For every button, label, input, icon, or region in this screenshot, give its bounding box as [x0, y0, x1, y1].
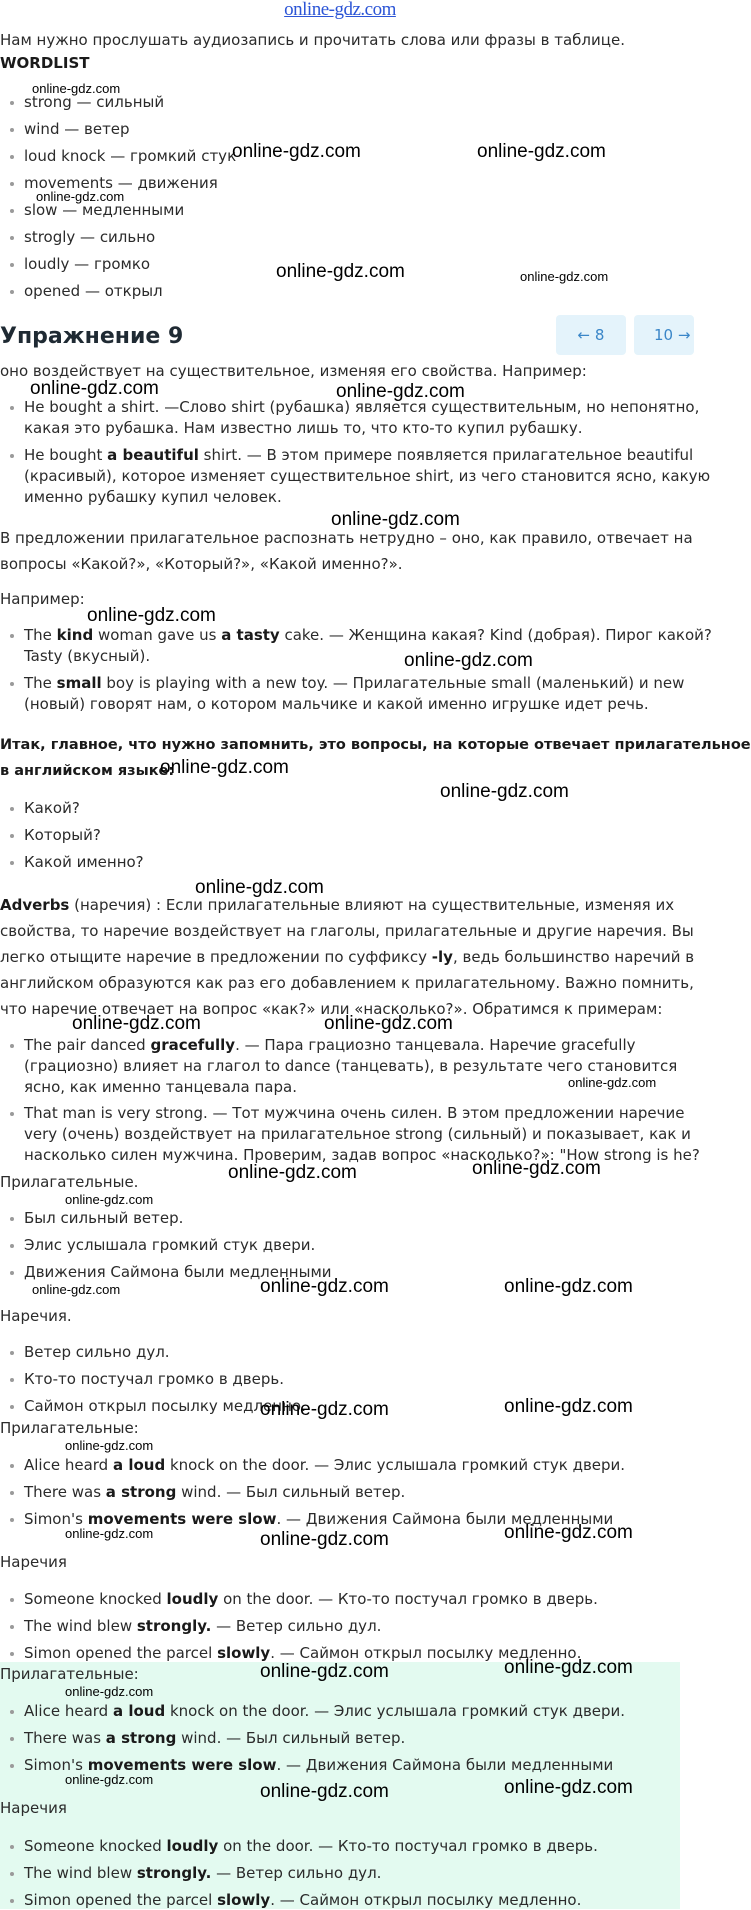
adj-label: Прилагательные: [0, 1665, 139, 1683]
list-item-cont: (грациозно) влияет на глагол to dance (танцевать), в результате чего становится [24, 1057, 678, 1075]
list-item: Какой? [24, 799, 80, 817]
watermark: online-gdz.com [65, 1192, 154, 1207]
watermark: online-gdz.com [32, 81, 121, 96]
watermark: online-gdz.com [276, 261, 405, 282]
prev-exercise-button[interactable] [556, 315, 626, 355]
summary-text: в английском языке: [0, 763, 175, 779]
list-item-cont: (новый) говорят нам, о котором мальчике и какой именно игрушке идет речь. [24, 695, 649, 713]
prev-exercise-label: 8 [594, 326, 605, 344]
watermark: online-gdz.com [228, 1162, 357, 1183]
list-item: Какой именно? [24, 853, 144, 871]
watermark: online-gdz.com [404, 650, 533, 671]
list-item: loudly — громко [24, 255, 151, 273]
paragraph: свойства, то наречие воздействует на глаголы, прилагательные и другие наречия. Вы [0, 922, 694, 940]
list-item: The wind blew strongly. — Ветер сильно дул. [24, 1864, 382, 1882]
watermark: online-gdz.com [477, 141, 606, 162]
watermark: online-gdz.com [324, 1013, 453, 1034]
paragraph: В предложении прилагательное распознать нетрудно – оно, как правило, отвечает на [0, 529, 693, 547]
watermark: online-gdz.com [65, 1772, 154, 1787]
list-item: Alice heard a loud knock on the door. — Элис услышала громкий стук двери. [24, 1702, 626, 1720]
list-item: The wind blew strongly. — Ветер сильно дул. [24, 1617, 382, 1635]
watermark: online-gdz.com [504, 1396, 633, 1417]
list-item: Simon's movements were slow. — Движения Саймона были медленными [24, 1510, 614, 1528]
list-item: That man is very strong. — Тот мужчина очень силен. В этом предложении наречие [24, 1104, 685, 1122]
list-item: movements — движения [24, 174, 218, 192]
adv-label: Наречия [0, 1799, 67, 1817]
watermark: online-gdz.com [195, 877, 324, 898]
summary-text: Итак, главное, что нужно запомнить, это вопросы, на которые отвечает прилагательное [0, 737, 751, 753]
list-item: Движения Саймона были медленными [24, 1263, 332, 1281]
list-item: The small boy is playing with a new toy. — Прилагательные small (маленький) и new [24, 674, 685, 692]
cut-text-line: оно воздействует на существительное, изменяя его свойства. Например: [0, 362, 587, 380]
list-item-cont: (красивый), которое изменяет существительное shirt, из чего становится ясно, какую [24, 467, 711, 485]
list-item-cont: именно рубашку купил человек. [24, 488, 282, 506]
watermark: online-gdz.com [30, 378, 159, 399]
watermark: online-gdz.com [160, 757, 289, 778]
list-item: loud knock — громкий стук [24, 147, 237, 165]
list-item: Элис услышала громкий стук двери. [24, 1236, 316, 1254]
paragraph: легко отыщите наречие в предложении по суффиксу -ly, ведь большинство наречий в [0, 948, 695, 966]
arrow-right-icon: → [677, 326, 691, 344]
list-item: Simon opened the parcel slowly. — Саймон открыл посылку медленно. [24, 1891, 582, 1909]
watermark: online-gdz.com [504, 1777, 633, 1798]
list-item: Someone knocked loudly on the door. — Кто-то постучал громко в дверь. [24, 1590, 598, 1608]
list-item: Simon's movements were slow. — Движения Саймона были медленными [24, 1756, 614, 1774]
paragraph: что наречие отвечает на вопрос «как?» или «насколько?». Обратимся к примерам: [0, 1000, 663, 1018]
list-item: He bought a shirt. —Слово shirt (рубашка) является существительным, но непонятно, [24, 398, 700, 416]
watermark: online-gdz.com [260, 1781, 389, 1802]
list-item: He bought a beautiful shirt. — В этом примере появляется прилагательное beautiful [24, 446, 694, 464]
watermark: online-gdz.com [504, 1657, 633, 1678]
exercise-title: Упражнение 9 [0, 324, 184, 349]
list-item: Alice heard a loud knock on the door. — Элис услышала громкий стук двери. [24, 1456, 626, 1474]
watermark: online-gdz.com [260, 1276, 389, 1297]
list-item-cont: Tasty (вкусный). [24, 647, 151, 665]
watermark: online-gdz.com [331, 509, 460, 530]
watermark: online-gdz.com [336, 381, 465, 402]
watermark: online-gdz.com [260, 1529, 389, 1550]
adv-label: Наречия. [0, 1307, 72, 1325]
list-item-cont: ясно, как именно танцевала пара. [24, 1078, 297, 1096]
paragraph: Adverbs (наречия) : Если прилагательные влияют на существительные, изменяя их [0, 896, 675, 914]
watermark: online-gdz.com [472, 1158, 601, 1179]
watermark: online-gdz.com [568, 1075, 657, 1090]
watermark: online-gdz.com [65, 1438, 154, 1453]
list-item: Ветер сильно дул. [24, 1343, 170, 1361]
list-item: strogly — сильно [24, 228, 156, 246]
paragraph: вопросы «Какой?», «Который?», «Какой именно?». [0, 555, 403, 573]
intro-text: Нам нужно прослушать аудиозапись и прочитать слова или фразы в таблице. [0, 31, 625, 49]
list-item: strong — сильный [24, 93, 165, 111]
next-exercise-button[interactable] [634, 315, 694, 355]
watermark: online-gdz.com [32, 1282, 121, 1297]
adj-label: Прилагательные. [0, 1172, 144, 1192]
watermark: online-gdz.com [260, 1661, 389, 1682]
list-item: Саймон открыл посылку медленно. [24, 1397, 306, 1415]
list-item: wind — ветер [24, 120, 130, 138]
watermark: online-gdz.com [440, 781, 569, 802]
list-item: There was a strong wind. — Был сильный ветер. [24, 1729, 406, 1747]
watermark: online-gdz.com [87, 605, 216, 626]
list-item: opened — открыл [24, 282, 163, 300]
watermark: online-gdz.com [504, 1522, 633, 1543]
list-item-cont: насколько силен мужчина. Проверим, задав вопрос «насколько?»: "How strong is he? [24, 1146, 700, 1164]
list-item: Someone knocked loudly on the door. — Кто-то постучал громко в дверь. [24, 1837, 598, 1855]
watermark: online-gdz.com [260, 1399, 389, 1420]
list-item: Simon opened the parcel slowly. — Саймон открыл посылку медленно. [24, 1644, 582, 1662]
site-logo[interactable]: online-gdz.com [284, 0, 396, 20]
adv-label: Наречия [0, 1553, 67, 1571]
watermark: online-gdz.com [232, 141, 361, 162]
list-item: Кто-то постучал громко в дверь. [24, 1370, 284, 1388]
adj-label: Прилагательные: [0, 1419, 139, 1437]
next-exercise-label: 10 [654, 326, 674, 344]
watermark: online-gdz.com [36, 189, 125, 204]
watermark: online-gdz.com [72, 1013, 201, 1034]
list-item: The kind woman gave us a tasty cake. — Женщина какая? Kind (добрая). Пирог какой? [24, 626, 712, 644]
list-item-cont: какая это рубашка. Нам известно лишь то, что кто-то купил рубашку. [24, 419, 583, 437]
watermark: online-gdz.com [65, 1684, 154, 1699]
paragraph: английском образуются как раз его добавлением к прилагательному. Важно помнить, [0, 974, 694, 992]
watermark: online-gdz.com [504, 1276, 633, 1297]
example-label: Например: [0, 590, 85, 608]
list-item: The pair danced gracefully. — Пара грациозно танцевала. Наречие gracefully [24, 1036, 636, 1054]
list-item: Который? [24, 826, 101, 844]
arrow-left-icon: ← [577, 326, 591, 344]
watermark: online-gdz.com [520, 269, 609, 284]
wordlist-title: WORDLIST [0, 54, 90, 72]
watermark: online-gdz.com [65, 1526, 154, 1541]
list-item: There was a strong wind. — Был сильный ветер. [24, 1483, 406, 1501]
list-item-cont: very (очень) воздействует на прилагательное strong (сильный) и показывает, как и [24, 1125, 691, 1143]
list-item: Был сильный ветер. [24, 1209, 184, 1227]
list-item: slow — медленными [24, 201, 185, 219]
